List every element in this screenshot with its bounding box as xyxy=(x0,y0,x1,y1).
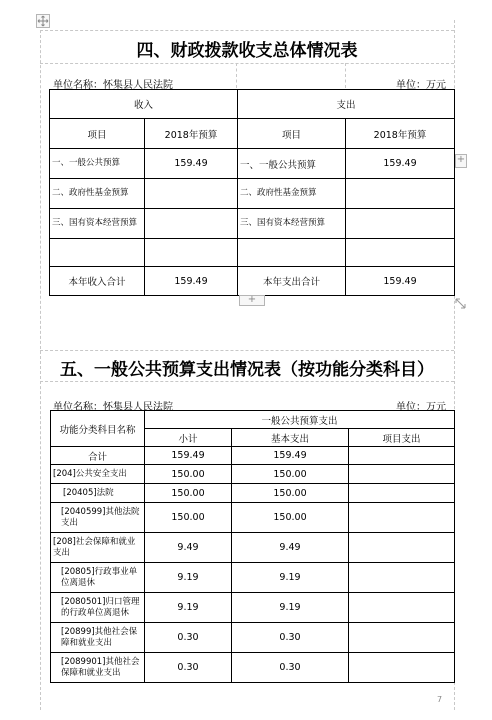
total-row xyxy=(50,267,455,296)
income-value-cell[interactable] xyxy=(145,209,238,239)
subtotal-cell[interactable]: 150.00 xyxy=(145,484,232,503)
basic-cell[interactable]: 150.00 xyxy=(232,503,349,533)
income-item-cell[interactable]: 一、一般公共预算 xyxy=(50,149,145,179)
total-expense-label: 本年支出合计 xyxy=(238,267,346,296)
subtotal-cell[interactable]: 9.19 xyxy=(145,563,232,593)
resize-icon[interactable] xyxy=(455,294,466,305)
layout-guide xyxy=(345,63,346,88)
table-header-row xyxy=(50,90,455,119)
subtotal-header: 小计 xyxy=(145,429,232,447)
income-value-cell[interactable] xyxy=(145,179,238,209)
expense-budget-header: 2018年预算 xyxy=(346,119,455,149)
section2-title: 五、一般公共预算支出情况表（按功能分类科目） xyxy=(60,360,434,380)
subtotal-cell[interactable]: 150.00 xyxy=(145,503,232,533)
income-item-header: 项目 xyxy=(50,119,145,149)
income-item-cell[interactable]: 三、国有资本经营预算 xyxy=(50,209,145,239)
function-name-cell[interactable]: [20405]法院 xyxy=(51,484,145,503)
move-arrows-icon xyxy=(37,15,49,27)
project-cell[interactable] xyxy=(349,447,455,465)
expense-value-cell[interactable] xyxy=(346,179,455,209)
add-row-plus-icon[interactable]: + xyxy=(239,295,265,306)
expense-value-cell[interactable] xyxy=(346,209,455,239)
expense-value-cell[interactable] xyxy=(346,239,455,267)
project-cell[interactable] xyxy=(349,465,455,484)
function-name-cell[interactable]: [2080501]归口管理的行政单位离退休 xyxy=(51,593,145,623)
move-icon[interactable] xyxy=(36,14,50,28)
section2-unit-label: 单位：万元 xyxy=(396,402,446,413)
expense-item-header: 项目 xyxy=(238,119,346,149)
expense-value-cell[interactable]: 159.49 xyxy=(346,149,455,179)
subtotal-cell[interactable]: 150.00 xyxy=(145,465,232,484)
project-cell[interactable] xyxy=(349,623,455,653)
layout-guide xyxy=(236,63,237,88)
function-name-cell[interactable]: [204]公共安全支出 xyxy=(51,465,145,484)
income-item-cell[interactable] xyxy=(50,239,145,267)
section1-unit-name: 单位名称：怀集县人民法院 xyxy=(53,80,173,91)
table-row xyxy=(51,593,455,623)
add-column-plus-icon[interactable]: + xyxy=(455,154,467,168)
basic-cell[interactable]: 0.30 xyxy=(232,623,349,653)
layout-guide xyxy=(40,63,454,64)
project-cell[interactable] xyxy=(349,593,455,623)
table-row xyxy=(51,503,455,533)
income-budget-header: 2018年预算 xyxy=(145,119,238,149)
function-name-cell[interactable]: [208]社会保障和就业支出 xyxy=(51,533,145,563)
project-cell[interactable] xyxy=(349,563,455,593)
page-number: 7 xyxy=(437,695,443,704)
total-income-value[interactable]: 159.49 xyxy=(145,267,238,296)
expense-header: 支出 xyxy=(238,90,455,119)
basic-cell[interactable]: 9.19 xyxy=(232,563,349,593)
function-name-cell[interactable]: [20805]行政事业单位离退休 xyxy=(51,563,145,593)
expense-item-cell[interactable]: 二、政府性基金预算 xyxy=(238,179,346,209)
section1-title: 四、财政拨款收支总体情况表 xyxy=(136,41,358,61)
income-item-cell[interactable]: 二、政府性基金预算 xyxy=(50,179,145,209)
subtotal-cell[interactable]: 0.30 xyxy=(145,653,232,683)
income-value-cell[interactable] xyxy=(145,239,238,267)
expense-item-cell[interactable]: 三、国有资本经营预算 xyxy=(238,209,346,239)
basic-cell[interactable]: 159.49 xyxy=(232,447,349,465)
section2-unit-name: 单位名称：怀集县人民法院 xyxy=(53,402,173,413)
table-row xyxy=(50,179,455,209)
income-value-cell[interactable]: 159.49 xyxy=(145,149,238,179)
function-expense-table xyxy=(50,410,455,683)
table-row xyxy=(51,623,455,653)
expense-item-cell[interactable]: 一、一般公共预算 xyxy=(238,149,346,179)
layout-guide xyxy=(40,30,454,31)
function-name-cell[interactable]: [2040599]其他法院支出 xyxy=(51,503,145,533)
project-expense-header: 项目支出 xyxy=(349,429,455,447)
table-row xyxy=(51,447,455,465)
table-row xyxy=(51,563,455,593)
section1-unit-label: 单位：万元 xyxy=(396,80,446,91)
function-name-cell[interactable]: [2089901]其他社会保障和就业支出 xyxy=(51,653,145,683)
project-cell[interactable] xyxy=(349,653,455,683)
function-name-cell[interactable]: [20899]其他社会保障和就业支出 xyxy=(51,623,145,653)
basic-cell[interactable]: 9.49 xyxy=(232,533,349,563)
function-name-header: 功能分类科目名称 xyxy=(51,411,145,447)
subtotal-cell[interactable]: 9.19 xyxy=(145,593,232,623)
project-cell[interactable] xyxy=(349,533,455,563)
fiscal-summary-table xyxy=(49,89,455,296)
total-income-label: 本年收入合计 xyxy=(50,267,145,296)
function-name-cell[interactable]: 合计 xyxy=(51,447,145,465)
layout-guide xyxy=(40,350,454,351)
project-cell[interactable] xyxy=(349,484,455,503)
basic-cell[interactable]: 150.00 xyxy=(232,465,349,484)
table-subheader-row xyxy=(50,119,455,149)
basic-cell[interactable]: 0.30 xyxy=(232,653,349,683)
subtotal-cell[interactable]: 159.49 xyxy=(145,447,232,465)
subtotal-cell[interactable]: 9.49 xyxy=(145,533,232,563)
income-header: 收入 xyxy=(50,90,238,119)
table-row xyxy=(51,465,455,484)
subtotal-cell[interactable]: 0.30 xyxy=(145,623,232,653)
table-row xyxy=(50,149,455,179)
table-row xyxy=(51,653,455,683)
layout-guide xyxy=(40,381,454,382)
table-row xyxy=(50,239,455,267)
expense-item-cell[interactable] xyxy=(238,239,346,267)
table-row xyxy=(50,209,455,239)
table-header-row xyxy=(51,411,455,429)
total-expense-value[interactable]: 159.49 xyxy=(346,267,455,296)
resize-arrow-icon xyxy=(455,298,466,309)
basic-cell[interactable]: 150.00 xyxy=(232,484,349,503)
basic-expense-header: 基本支出 xyxy=(232,429,349,447)
table-row xyxy=(51,484,455,503)
general-budget-header: 一般公共预算支出 xyxy=(145,411,455,429)
project-cell[interactable] xyxy=(349,503,455,533)
table-row xyxy=(51,533,455,563)
basic-cell[interactable]: 9.19 xyxy=(232,593,349,623)
